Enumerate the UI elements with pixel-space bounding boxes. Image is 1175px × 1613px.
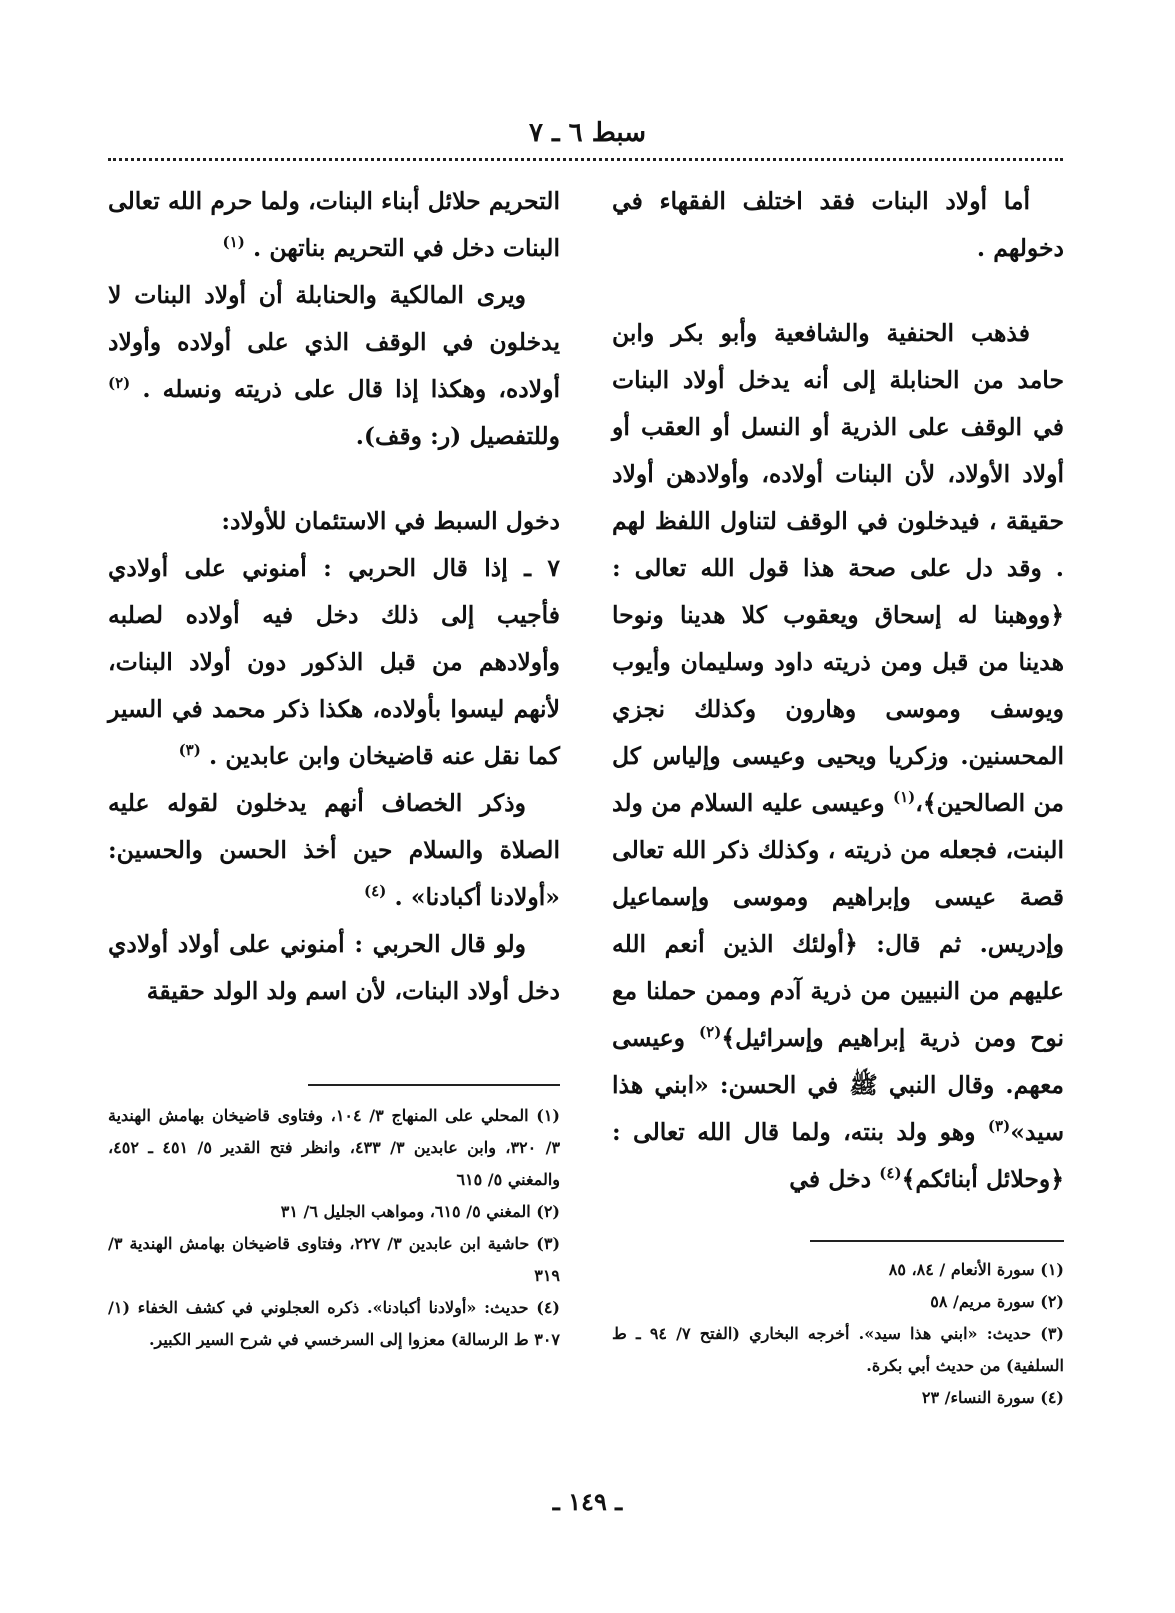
footnote-ref: (١) xyxy=(222,233,245,252)
paragraph-text: وعيسى معهم. وقال النبي ﷺ في الحسن: «ابني هذا سيد» xyxy=(612,1024,1065,1146)
footnotes-right xyxy=(612,1254,1064,1414)
footnote-ref: (٣) xyxy=(178,741,201,760)
paragraph-text: ٧ ـ إذا قال الحربي : أمنوني على أولادي فأجيب إلى ذلك دخل فيه أولاده لصلبه وأولادهم من قبل الذكور دون أولاد البنات، لأنهم ليسوا بأولاده، هكذا ذكر محمد في السير كما نقل عنه قاضيخان وابن عابدين . xyxy=(108,554,560,770)
paragraph-text: وعيسى عليه السلام من ولد البنت، فجعله من ذريته ، وكذلك ذكر الله تعالى قصة عيسى وإبراهيم وموسى وإسماعيل وإدريس. ثم قال: ﴿أولئك الذين أنعم الله عليهم من النبيين من ذرية آدم وممن حملنا مع نوح ومن ذرية إبراهيم وإسرائيل﴾ xyxy=(612,789,1064,1052)
footnote-ref: (٣) xyxy=(987,1117,1011,1136)
header-dotted-rule xyxy=(108,158,1063,161)
paragraph-text: التحريم حلائل أبناء البنات، ولما حرم الله تعالى البنات دخل في التحريم بناتهن . xyxy=(108,187,560,262)
paragraph xyxy=(612,178,1064,272)
section-heading: دخول السبط في الاستئمان للأولاد: xyxy=(221,507,560,535)
right-column xyxy=(612,178,1064,1203)
paragraph xyxy=(108,178,560,272)
paragraph-text: وذكر الخصاف أنهم يدخلون لقوله عليه الصلاة والسلام حين أخذ الحسن والحسين: «أولادنا أكبادنا» . xyxy=(108,789,560,911)
paragraph xyxy=(108,780,560,921)
footnote: (٣) حديث: «ابني هذا سيد». أخرجه البخاري (الفتح ٧/ ٩٤ ـ ط السلفية) من حديث أبي بكرة. xyxy=(612,1324,1064,1375)
footnote: (٤) سورة النساء/ ٢٣ xyxy=(921,1388,1064,1407)
footnotes-left xyxy=(108,1100,560,1356)
footnote-ref: (٤) xyxy=(879,1164,902,1183)
footnote-ref: (٤) xyxy=(364,882,387,901)
footnote-ref: (٢) xyxy=(108,374,131,393)
footnote: (٣) حاشية ابن عابدين ٣/ ٢٢٧، وفتاوى قاضيخان بهامش الهندية ٣/ ٣١٩ xyxy=(108,1234,561,1285)
paragraph-text: دخل في xyxy=(789,1165,872,1193)
paragraph xyxy=(108,921,560,1015)
footnote-separator xyxy=(308,1084,560,1086)
paragraph xyxy=(108,272,560,460)
footnote: (١) سورة الأنعام / ٨٤، ٨٥ xyxy=(888,1260,1064,1279)
footnote: (٢) سورة مريم/ ٥٨ xyxy=(930,1292,1064,1311)
footnote-separator xyxy=(810,1240,1064,1242)
page-number: ـ ١٤٩ ـ xyxy=(552,1487,623,1516)
footnote: (٢) المغني ٥/ ٦١٥، ومواهب الجليل ٦/ ٣١ xyxy=(280,1202,560,1221)
paragraph xyxy=(612,310,1064,1203)
paragraph-text: أما أولاد البنات فقد اختلف الفقهاء في دخولهم . xyxy=(612,187,1064,262)
left-column xyxy=(108,178,560,1015)
paragraph-text: وهو ولد بنته، ولما قال الله تعالى : ﴿وحلائل أبنائكم﴾ xyxy=(612,1118,1064,1193)
footnote: (١) المحلي على المنهاج ٣/ ١٠٤، وفتاوى قاضيخان بهامش الهندية ٣/ ٣٢٠، وابن عابدين ٣/ ٤٣٣، وانظر فتح القدير ٥/ ٤٥١ ـ ٤٥٢، والمغني ٥/ ٦١٥ xyxy=(108,1106,561,1189)
paragraph-text: ولو قال الحربي : أمنوني على أولاد أولادي دخل أولاد البنات، لأن اسم ولد الولد حقيقة xyxy=(108,930,560,1005)
footnote-ref: (١) xyxy=(892,788,916,807)
paragraph xyxy=(108,545,560,780)
footnote: (٤) حديث: «أولادنا أكبادنا». ذكره العجلوني في كشف الخفاء (١/ ٣٠٧ ط الرسالة) معزوا إلى السرخسي في شرح السير الكبير. xyxy=(108,1298,560,1349)
paragraph-text: فذهب الحنفية والشافعية وأبو بكر وابن حامد من الحنابلة إلى أنه يدخل أولاد البنات في الوقف على الذرية أو النسل أو العقب أو أولاد الأولاد، لأن البنات أولاده، وأولادهن أولاد حقيقة ، فيدخلون في الوقف لتناول اللفظ لهم . وقد دل على صحة هذا قول الله تعالى : ﴿ووهبنا له إسحاق ويعقوب كلا هدينا ونوحا هدينا من قبل ومن ذريته داود وسليمان وأيوب ويوسف وموسى وهارون وكذلك نجزي المحسنين. وزكريا ويحيى وعيسى وإلياس كل من الصالحين﴾، xyxy=(612,319,1064,817)
footnote-ref: (٢) xyxy=(699,1023,722,1042)
running-header: سبط ٦ ـ ٧ xyxy=(528,118,647,148)
paragraph-text: وللتفصيل (ر: وقف). xyxy=(355,422,560,450)
paragraph-text: ويرى المالكية والحنابلة أن أولاد البنات لا يدخلون في الوقف الذي على أولاده وأولاد أولاده، وهكذا إذا قال على ذريته ونسله . xyxy=(108,281,560,403)
